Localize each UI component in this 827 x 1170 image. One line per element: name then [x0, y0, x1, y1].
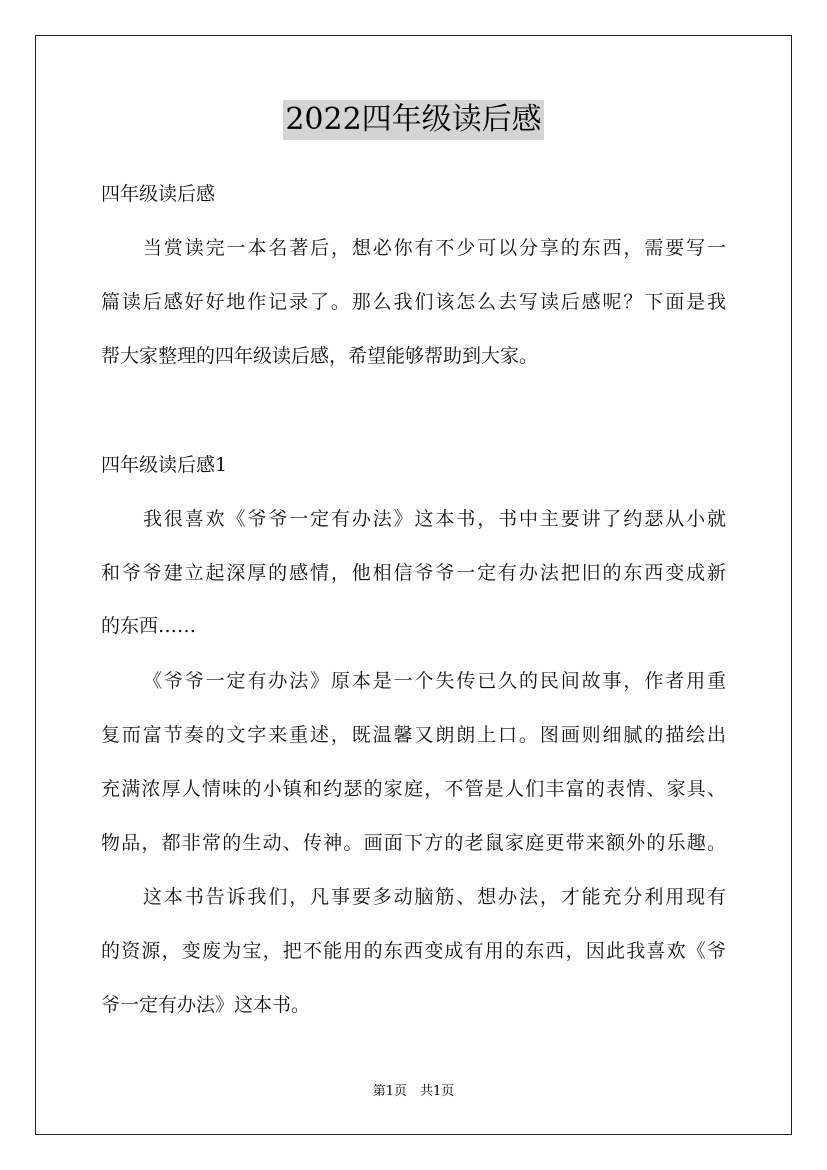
document-title: 2022四年级读后感 — [283, 100, 543, 140]
paragraph-line: 和爷爷建立起深厚的感情，他相信爷爷一定有办法把旧的东西变成新 — [101, 562, 726, 584]
paragraph-line: 我很喜欢《爷爷一定有办法》这本书，书中主要讲了约瑟从小就 — [143, 508, 726, 530]
title-container — [0, 100, 827, 140]
intro-line: 当赏读完一本名著后，想必你有不少可以分享的东西，需要写一 — [143, 237, 726, 259]
page-footer: 第1页 共1页 — [372, 1084, 455, 1099]
paragraph-line: 充满浓厚人情味的小镇和约瑟的家庭，不管是人们丰富的表情、家具、 — [101, 778, 726, 800]
intro-line: 篇读后感好好地作记录了。那么我们该怎么去写读后感呢？下面是我 — [101, 291, 726, 313]
paragraph-line: 物品，都非常的生动、传神。画面下方的老鼠家庭更带来额外的乐趣。 — [101, 832, 726, 854]
intro-line: 帮大家整理的四年级读后感，希望能够帮助到大家。 — [101, 345, 539, 367]
paragraph-line: 复而富节奏的文字来重述，既温馨又朗朗上口。图画则细腻的描绘出 — [101, 724, 726, 746]
paragraph-line: 爷一定有办法》这本书。 — [101, 994, 311, 1016]
intro-heading: 四年级读后感 — [101, 183, 216, 205]
paragraph-line: 《爷爷一定有办法》原本是一个失传已久的民间故事，作者用重 — [143, 670, 726, 692]
paragraph-line: 的资源，变废为宝，把不能用的东西变成有用的东西，因此我喜欢《爷 — [101, 940, 726, 962]
section-heading: 四年级读后感1 — [101, 454, 228, 476]
paragraph-line: 这本书告诉我们，凡事要多动脑筋、想办法，才能充分利用现有 — [143, 886, 726, 908]
paragraph-line: 的东西…… — [101, 615, 197, 637]
